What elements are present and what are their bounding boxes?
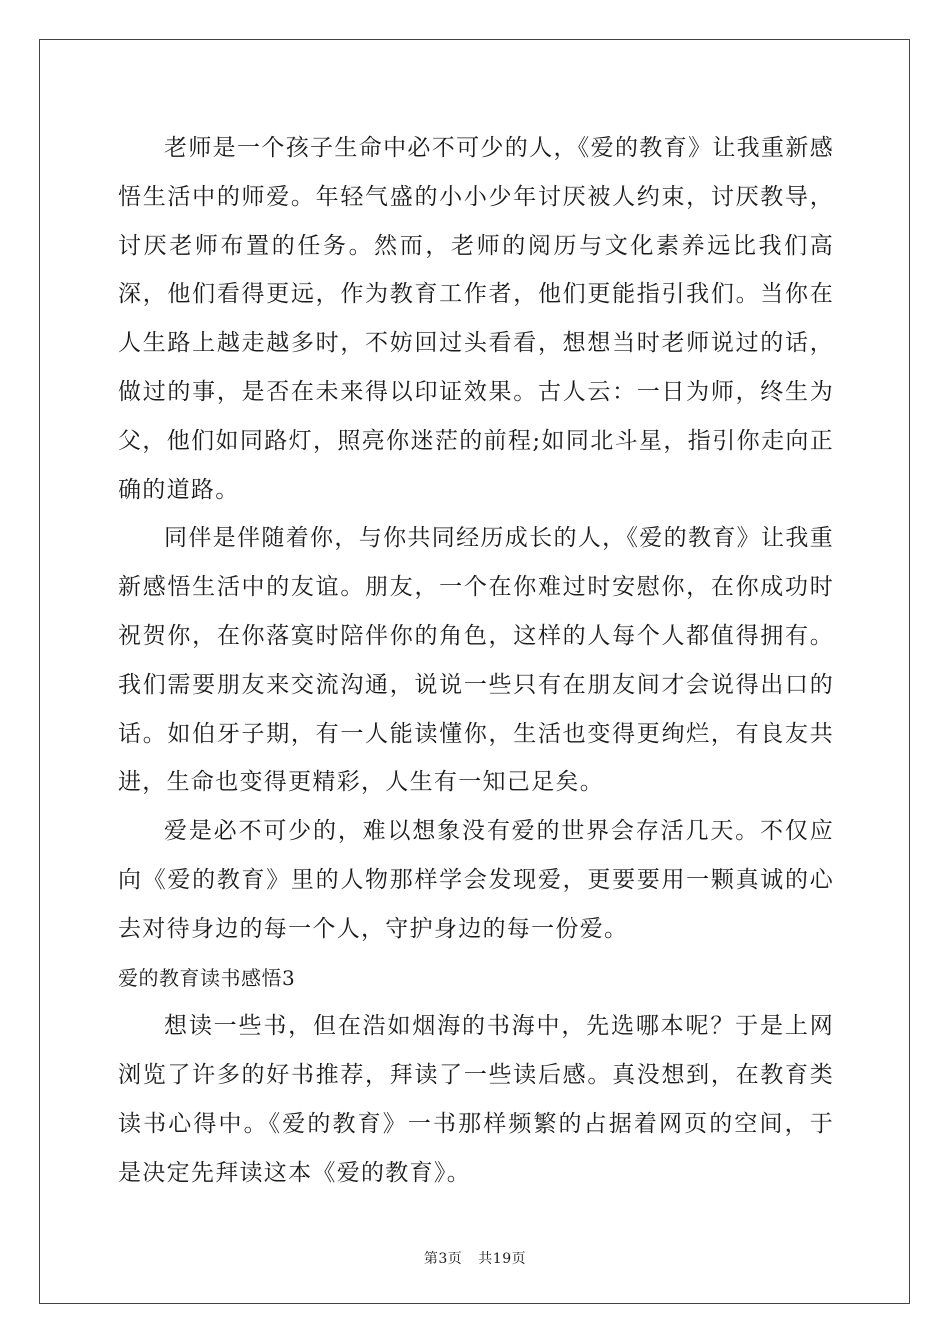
- document-body: [118, 124, 834, 1198]
- page-footer: [0, 1248, 950, 1268]
- paragraph-teacher: 老师是一个孩子生命中必不可少的人，《爱的教育》让我重新感悟生活中的师爱。年轻气盛的小小少年讨厌被人约束，讨厌教导，讨厌老师布置的任务。然而，老师的阅历与文化素养远比我们高深，他们看得更远，作为教育工作者，他们更能指引我们。当你在人生路上越走越多时，不妨回过头看看，想想当时老师说过的话，做过的事，是否在未来得以印证效果。古人云：一日为师，终生为父，他们如同路灯，照亮你迷茫的前程;如同北斗星，指引你走向正确的道路。: [118, 135, 834, 503]
- paragraph-reading: 想读一些书，但在浩如烟海的书海中，先选哪本呢？于是上网浏览了许多的好书推荐，拜读了一些读后感。真没想到，在教育类读书心得中。《爱的教育》一书那样频繁的占据着网页的空间，于是决定先拜读这本《爱的教育》。: [118, 1013, 834, 1186]
- paragraph-love: 爱是必不可少的，难以想象没有爱的世界会存活几天。不仅应向《爱的教育》里的人物那样学会发现爱，更要要用一颗真诚的心去对待身边的每一个人，守护身边的每一份爱。: [118, 818, 834, 942]
- page-number: 第3页: [423, 1251, 463, 1267]
- page-total: 共19页: [478, 1251, 527, 1267]
- paragraph-friendship: 同伴是伴随着你，与你共同经历成长的人，《爱的教育》让我重新感悟生活中的友谊。朋友，一个在你难过时安慰你，在你成功时祝贺你，在你落寞时陪伴你的角色，这样的人每个人都值得拥有。我们需要朋友来交流沟通，说说一些只有在朋友间才会说得出口的话。如伯牙子期，有一人能读懂你，生活也变得更绚烂，有良友共进，生命也变得更精彩，人生有一知己足矣。: [118, 525, 834, 796]
- section-heading: 爱的教育读书感悟3: [118, 965, 296, 990]
